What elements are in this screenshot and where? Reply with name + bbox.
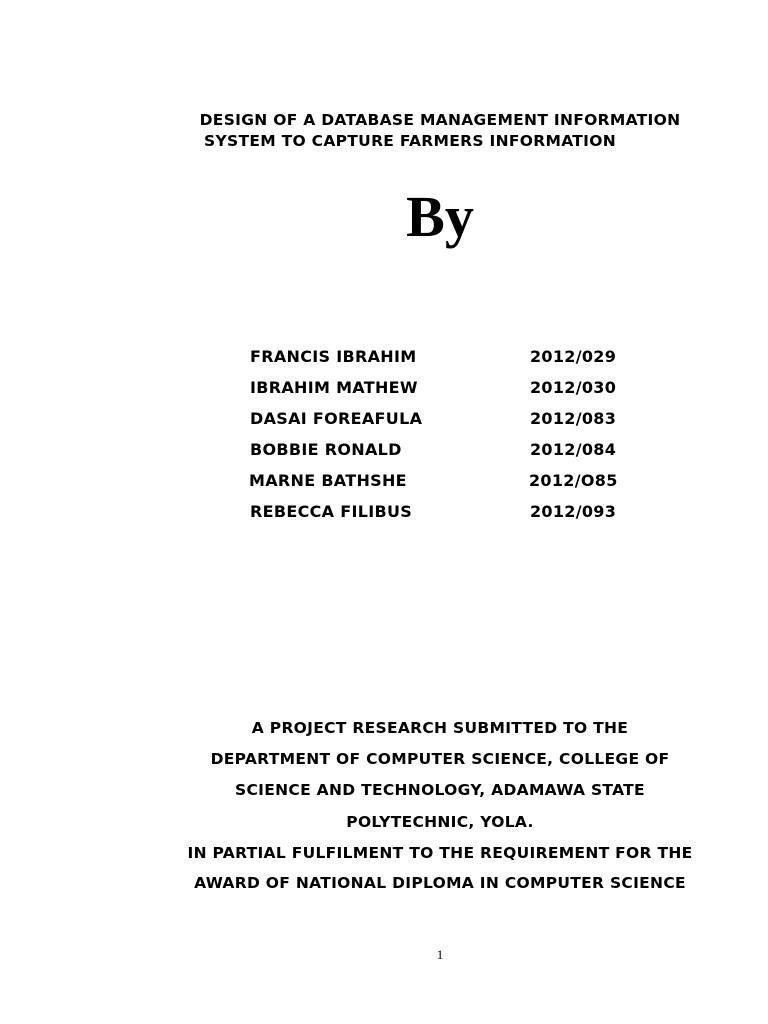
author-name: REBECCA FILIBUS — [250, 502, 413, 521]
submission-line-5: IN PARTIAL FULFILMENT TO THE REQUIREMENT FOR THE — [187, 844, 693, 862]
author-name: BOBBIE RONALD — [250, 440, 402, 459]
author-name: IBRAHIM MATHEW — [250, 378, 418, 397]
author-id: 2012/029 — [530, 347, 617, 366]
submission-line-1: A PROJECT RESEARCH SUBMITTED TO THE — [251, 719, 629, 737]
author-id: 2012/O85 — [529, 471, 618, 490]
author-id: 2012/030 — [530, 378, 617, 397]
page-number: 1 — [436, 947, 444, 962]
title-line-2: SYSTEM TO CAPTURE FARMERS INFORMATION — [204, 132, 616, 150]
author-name: FRANCIS IBRAHIM — [250, 347, 417, 366]
submission-line-6: AWARD OF NATIONAL DIPLOMA IN COMPUTER SCIENCE — [194, 874, 686, 892]
author-id: 2012/084 — [530, 440, 617, 459]
title-line-1: DESIGN OF A DATABASE MANAGEMENT INFORMATION — [199, 111, 681, 129]
submission-line-3: SCIENCE AND TECHNOLOGY, ADAMAWA STATE — [235, 781, 645, 799]
author-name: MARNE BATHSHE — [249, 471, 407, 490]
submission-line-4: POLYTECHNIC, YOLA. — [346, 813, 534, 831]
author-id: 2012/093 — [530, 502, 617, 521]
submission-line-2: DEPARTMENT OF COMPUTER SCIENCE, COLLEGE OF — [210, 750, 670, 768]
by-label: By — [406, 184, 474, 249]
author-name: DASAI FOREAFULA — [250, 409, 423, 428]
author-id: 2012/083 — [530, 409, 617, 428]
